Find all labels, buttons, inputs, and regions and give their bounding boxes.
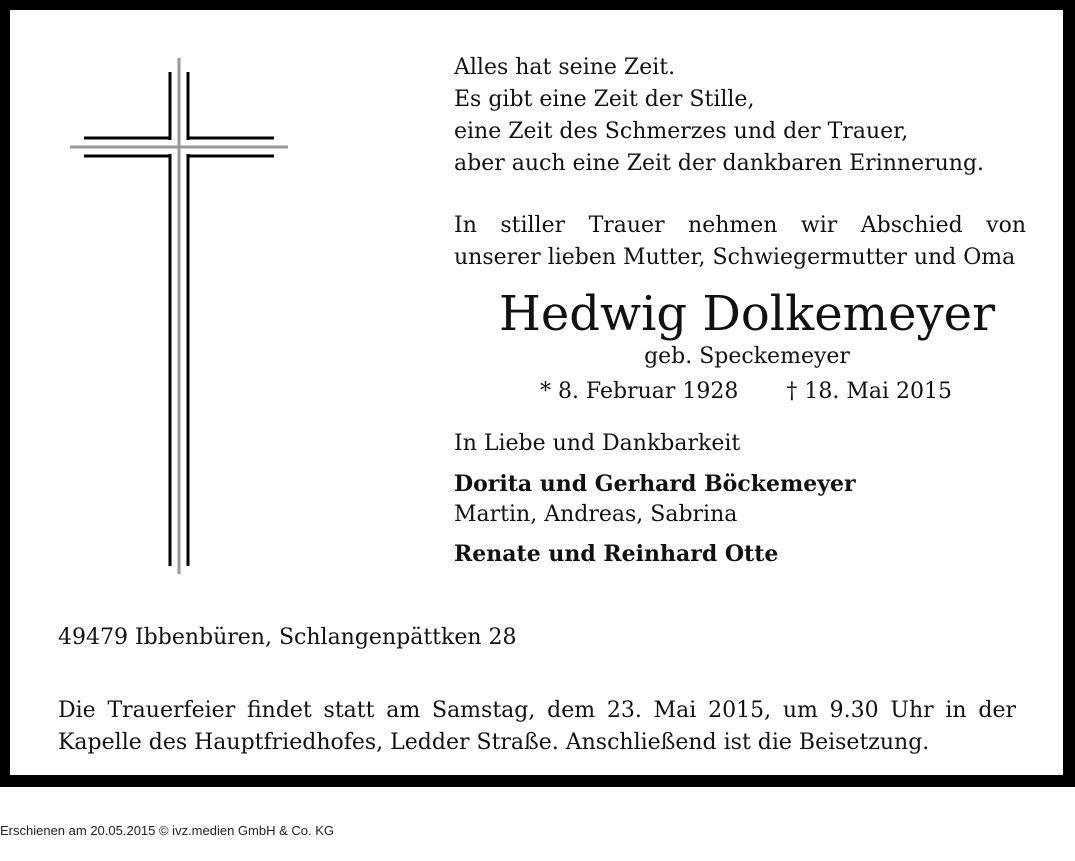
ceremony-line: Kapelle des Hauptfriedhofes, Ledder Straße. Anschließend ist die Beisetzung. [58, 730, 930, 755]
maiden-name: geb. Speckemeyer [644, 344, 850, 369]
obituary-notice [10, 10, 1063, 775]
life-dates [454, 372, 1026, 412]
address: 49479 Ibbenbüren, Schlangenpättken 28 [58, 625, 517, 650]
poem-line: Es gibt eine Zeit der Stille, [454, 87, 755, 112]
ceremony-info [58, 695, 1016, 759]
poem-line: Alles hat seine Zeit. [454, 55, 676, 80]
publication-footer: Erschienen am 20.05.2015 © ivz.medien GmbH & Co. KG [0, 823, 335, 838]
family-members: Martin, Andreas, Sabrina [454, 502, 738, 527]
notice-main-text [454, 52, 1026, 570]
poem-line: eine Zeit des Schmerzes und der Trauer, [454, 119, 909, 144]
signoff-text: In Liebe und Dankbarkeit [454, 431, 741, 456]
family-name: Renate und Reinhard Otte [454, 541, 779, 567]
ceremony-line: Die Trauerfeier findet statt am Samstag, dem 23. Mai 2015, um 9.30 Uhr in der [58, 698, 1016, 723]
birth-date: * 8. Februar 1928 [539, 379, 739, 404]
death-date: † 18. Mai 2015 [786, 379, 953, 404]
deceased-name: Hedwig Dolkemeyer [498, 286, 996, 342]
cross-icon [68, 56, 290, 576]
poem-line: aber auch eine Zeit der dankbaren Erinnerung. [454, 151, 985, 176]
intro-line: unserer lieben Mutter, Schwiegermutter und Oma [454, 245, 1016, 270]
family-name: Dorita und Gerhard Böckemeyer [454, 471, 856, 497]
intro-line: In stiller Trauer nehmen wir Abschied von [454, 213, 1026, 238]
